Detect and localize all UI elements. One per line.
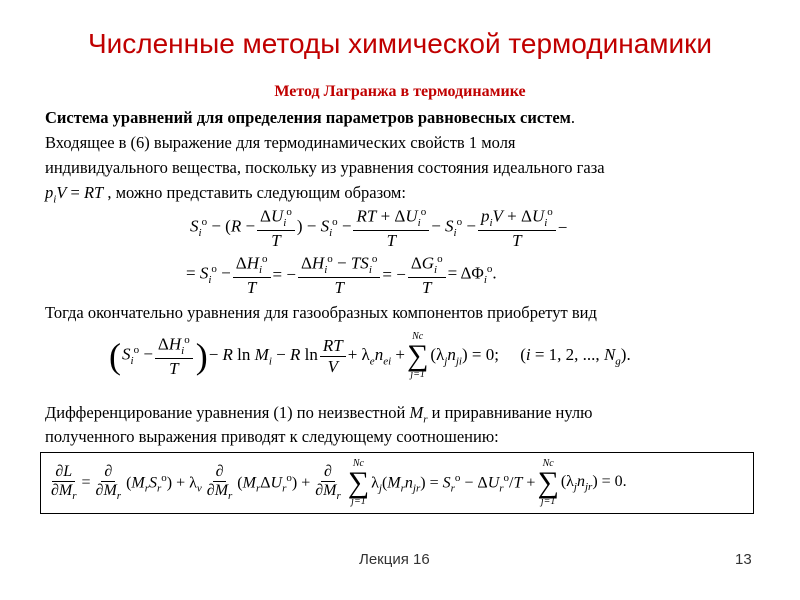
footer-lecture: Лекция 16 xyxy=(359,551,430,568)
variable-mr: $M_r$ xyxy=(409,403,428,426)
paragraph-line: полученного выражения приводят к следующему соотношению: xyxy=(45,427,499,446)
paragraph-line: $p_iV$ = RT , можно представить следующим образом: xyxy=(45,183,406,206)
equation-gas-components: ( $S_i^o$ − $\frac{\Delta H_i^o}{T}$ ) − R $\ln M_i - R$ ln $\frac{RT}{V}$ + $\lambda_en_{ei}$ + Nc ∑ j=1 $(\lambda_jn_{ji}) = 0$; (i = 1, 2, ..., $N_g$). xyxy=(109,330,631,381)
page-number: 13 xyxy=(735,551,752,568)
ideal-gas-equation: $p_iV$ = RT xyxy=(45,183,104,206)
paragraph-line: Дифференцирование уравнения (1) по неизвестной $M_r$ и приравнивание нулю xyxy=(45,403,593,426)
equation-derivative: $\frac{\partial L}{\partial M_r}$ = $\frac{\partial}{\partial M_r}$ $(M_rS_r^o) + \lambda_v$ $\frac{\partial}{\partial M_r}$ $(M_r\Delta U_r^o)$ + $\frac{\partial}{\partial M_r}$ Nc ∑ j=1 $\lambda_j(M_rn_{jr}) = S_r^o - \Delta U_r^o/T$ + Nc ∑ j=1 $(\lambda_jn_{jr}) = 0$. xyxy=(51,457,627,508)
section-heading: Система уравнений для определения параметров равновесных систем. xyxy=(45,108,576,127)
paragraph-line: индивидуального вещества, поскольку из уравнения состояния идеального газа xyxy=(45,158,605,177)
equation-expansion-1: $S_i^o - (R$ − $\frac{\Delta U_i^o}{T}$ ) − $S_i^o$ − $\frac{RT + \Delta U_i^o}{T}$ − $S_i^o$ − $\frac{p_iV + \Delta U_i^o}{T}$ − xyxy=(190,205,568,250)
paragraph-line: Тогда окончательно уравнения для газообразных компонентов приобретут вид xyxy=(45,303,597,322)
slide-subtitle: Метод Лагранжа в термодинамике xyxy=(274,83,526,100)
slide-title: Численные методы химической термодинамики xyxy=(87,28,713,59)
paragraph-line: Входящее в (6) выражение для термодинамических свойств 1 моля xyxy=(45,133,516,152)
equation-expansion-2: = $S_i^o$ − $\frac{\Delta H_i^o}{T}$ = − $\frac{\Delta H_i^o - TS_i^o}{T}$ = − $\frac{\Delta G_i^o}{T}$ = $\Delta\Phi_i^o$. xyxy=(186,252,497,297)
